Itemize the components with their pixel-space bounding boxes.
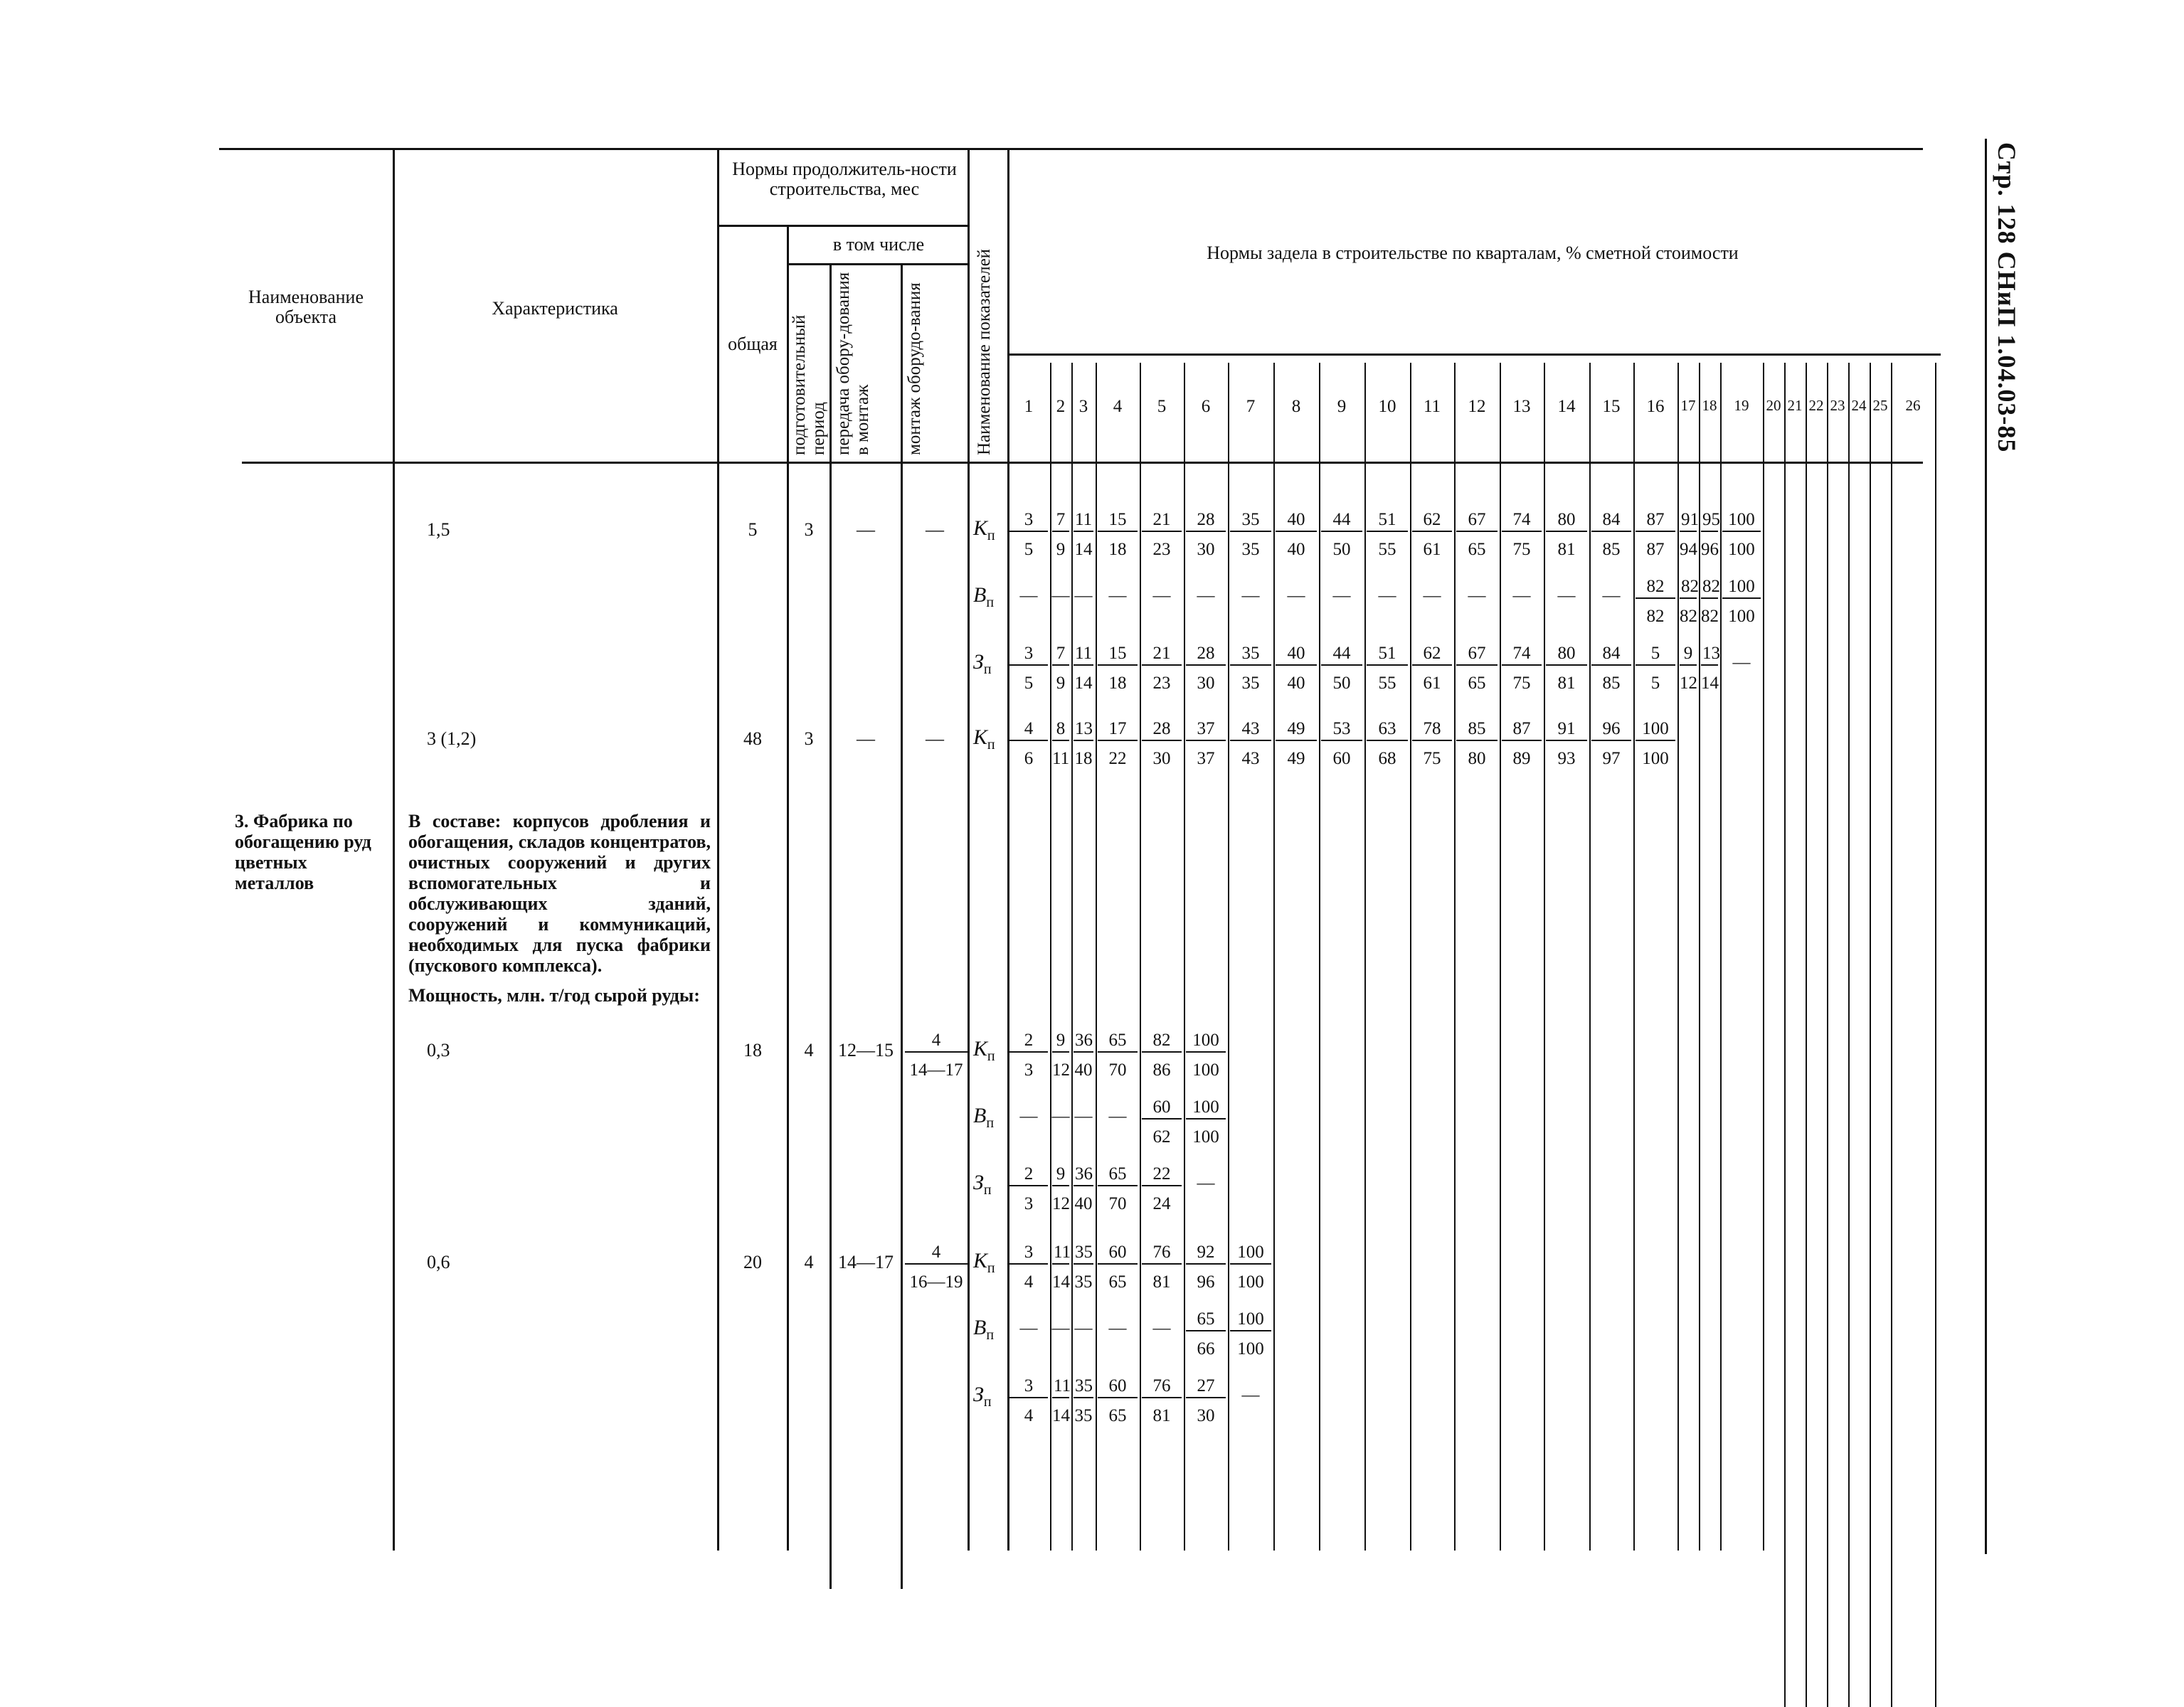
quarter-number: 10 bbox=[1378, 397, 1396, 416]
quarter-col-rule bbox=[1319, 363, 1320, 1551]
quarter-value: $\frac{17}{22}$ bbox=[1098, 718, 1138, 770]
quarter-value: $\frac{67}{65}$ bbox=[1456, 509, 1497, 560]
quarter-number: 3 bbox=[1078, 397, 1088, 416]
object-description: В составе: корпусов дробления и обогащения, складов концентратов, очистных сооружений и других вспомогательных и обслуживающих зданий, сооружений и коммуникаций, необходимых для пуска фабрики (пускового комплекса). bbox=[408, 811, 711, 976]
quarter-col-rule bbox=[1273, 363, 1275, 1551]
quarter-value: — bbox=[1108, 1107, 1127, 1126]
quarter-value: $\frac{84}{85}$ bbox=[1591, 643, 1631, 694]
quarter-value: — bbox=[1197, 1174, 1215, 1193]
quarter-col-rule bbox=[1228, 363, 1229, 1551]
quarter-value: — bbox=[1378, 586, 1396, 605]
quarter-value: $\frac{80}{81}$ bbox=[1546, 643, 1587, 694]
quarter-value: $\frac{35}{35}$ bbox=[1074, 1376, 1093, 1425]
quarter-value: $\frac{62}{61}$ bbox=[1412, 509, 1452, 560]
install-duration: — bbox=[926, 728, 944, 749]
quarter-value: $\frac{95}{96}$ bbox=[1701, 510, 1720, 559]
quarter-value: $\frac{100}{100}$ bbox=[1186, 1097, 1226, 1148]
header-equipment-transfer: передача обору-дования в монтаж bbox=[834, 272, 872, 455]
indicator-symbol: $З_п$ bbox=[973, 1383, 992, 1410]
quarter-value: $\frac{82}{82}$ bbox=[1701, 577, 1720, 626]
quarter-number: 7 bbox=[1246, 397, 1256, 416]
quarter-value: $\frac{100}{100}$ bbox=[1230, 1309, 1271, 1360]
quarter-col-rule bbox=[1071, 363, 1073, 1551]
indicator-symbol: $З_п$ bbox=[973, 650, 992, 677]
quarter-col-rule bbox=[1544, 363, 1545, 1551]
quarter-value: $\frac{100}{100}$ bbox=[1230, 1242, 1271, 1293]
quarter-number: 6 bbox=[1201, 397, 1211, 416]
quarter-value: $\frac{35}{35}$ bbox=[1230, 509, 1271, 560]
total-duration: 48 bbox=[743, 728, 762, 749]
quarter-col-rule bbox=[1184, 363, 1185, 1551]
header-duration-norms: Нормы продолжитель-ности строительства, мес bbox=[732, 159, 957, 199]
quarter-value: $\frac{76}{81}$ bbox=[1142, 1376, 1182, 1427]
quarter-number: 23 bbox=[1830, 397, 1845, 414]
quarter-value: $\frac{74}{75}$ bbox=[1502, 643, 1542, 694]
quarter-value: $\frac{100}{100}$ bbox=[1722, 576, 1761, 627]
quarter-value: $\frac{15}{18}$ bbox=[1098, 509, 1138, 560]
quarter-value: $\frac{8}{11}$ bbox=[1052, 719, 1070, 768]
quarter-value: $\frac{11}{14}$ bbox=[1074, 644, 1093, 693]
characteristic-value: 1,5 bbox=[427, 519, 450, 540]
indicator-symbol: $К_п$ bbox=[973, 725, 995, 753]
quarter-value: $\frac{80}{81}$ bbox=[1546, 509, 1587, 560]
quarter-value: $\frac{76}{81}$ bbox=[1142, 1242, 1182, 1293]
quarter-value: $\frac{35}{35}$ bbox=[1074, 1243, 1093, 1292]
quarter-value: — bbox=[1019, 1319, 1038, 1338]
quarter-number: 14 bbox=[1557, 397, 1576, 416]
prep-duration: 4 bbox=[804, 1040, 814, 1060]
quarter-value: — bbox=[1051, 1107, 1070, 1126]
quarter-value: $\frac{51}{55}$ bbox=[1367, 643, 1408, 694]
quarter-value: — bbox=[1197, 586, 1215, 605]
quarter-value: $\frac{36}{40}$ bbox=[1074, 1031, 1093, 1080]
capacity-label: Мощность, млн. т/год сырой руды: bbox=[408, 985, 700, 1006]
quarter-value: $\frac{60}{65}$ bbox=[1098, 1376, 1138, 1427]
quarter-value: — bbox=[1732, 653, 1751, 672]
including-rule bbox=[788, 263, 969, 265]
quarter-col-rule bbox=[1454, 363, 1456, 1551]
quarter-value: $\frac{15}{18}$ bbox=[1098, 643, 1138, 694]
quarter-value: $\frac{85}{80}$ bbox=[1456, 718, 1497, 770]
quarter-number: 24 bbox=[1851, 397, 1867, 414]
quarter-value: — bbox=[1332, 586, 1351, 605]
total-duration: 18 bbox=[743, 1040, 762, 1060]
quarter-value: $\frac{87}{87}$ bbox=[1636, 509, 1675, 560]
quarter-value: $\frac{84}{85}$ bbox=[1591, 509, 1631, 560]
quarter-col-rule bbox=[1720, 363, 1722, 1551]
quarter-number: 18 bbox=[1702, 397, 1717, 414]
col-sep-prep bbox=[787, 225, 789, 1551]
indicator-symbol: $В_п$ bbox=[973, 583, 995, 610]
quarter-value: $\frac{35}{35}$ bbox=[1230, 643, 1271, 694]
quarter-value: $\frac{91}{94}$ bbox=[1680, 510, 1699, 559]
quarter-value: $\frac{91}{93}$ bbox=[1546, 718, 1587, 770]
quarter-value: $\frac{4}{6}$ bbox=[1009, 718, 1048, 770]
header-total: общая bbox=[728, 334, 778, 354]
quarter-value: $\frac{78}{75}$ bbox=[1412, 718, 1452, 770]
quarter-number: 1 bbox=[1024, 397, 1034, 416]
quarter-value: $\frac{11}{14}$ bbox=[1074, 510, 1093, 559]
header-prep-period: подготовительный период bbox=[790, 314, 828, 455]
top-rule bbox=[219, 148, 1923, 150]
quarter-value: $\frac{27}{30}$ bbox=[1186, 1376, 1226, 1427]
quarter-value: — bbox=[1074, 586, 1093, 605]
quarter-number: 25 bbox=[1872, 397, 1888, 414]
quarter-col-rule bbox=[1848, 363, 1850, 1707]
quarter-col-rule bbox=[1891, 363, 1892, 1707]
quarter-number: 11 bbox=[1423, 397, 1441, 416]
quarter-col-rule bbox=[1935, 363, 1936, 1707]
header-indicator-name: Наименование показателей bbox=[975, 248, 994, 455]
quarter-value: $\frac{3}{4}$ bbox=[1009, 1376, 1048, 1427]
quarter-value: $\frac{7}{9}$ bbox=[1052, 509, 1069, 560]
quarter-value: $\frac{51}{55}$ bbox=[1367, 509, 1408, 560]
quarter-value: $\frac{100}{100}$ bbox=[1186, 1030, 1226, 1081]
quarter-value: $\frac{60}{65}$ bbox=[1098, 1242, 1138, 1293]
quarter-value: — bbox=[1152, 1319, 1171, 1338]
install-duration: $\frac{4}{14—17}$ bbox=[905, 1030, 968, 1081]
quarter-value: $\frac{37}{37}$ bbox=[1186, 718, 1226, 770]
quarter-value: $\frac{3}{5}$ bbox=[1009, 509, 1048, 560]
total-duration: 5 bbox=[748, 519, 758, 540]
quarter-header-rule bbox=[1009, 353, 1941, 356]
quarter-col-rule bbox=[1784, 363, 1786, 1707]
quarter-value: — bbox=[1108, 1319, 1127, 1338]
quarter-number: 17 bbox=[1680, 397, 1696, 414]
quarter-value: $\frac{82}{86}$ bbox=[1142, 1030, 1182, 1081]
quarter-number: 22 bbox=[1808, 397, 1824, 414]
quarter-value: — bbox=[1074, 1107, 1093, 1126]
quarter-value: — bbox=[1468, 586, 1486, 605]
quarter-value: $\frac{21}{23}$ bbox=[1142, 509, 1182, 560]
quarter-value: $\frac{67}{65}$ bbox=[1456, 643, 1497, 694]
prep-duration: 3 bbox=[804, 728, 814, 749]
indicator-symbol: $В_п$ bbox=[973, 1104, 995, 1131]
quarter-value: $\frac{7}{9}$ bbox=[1052, 643, 1069, 694]
quarter-value: — bbox=[1423, 586, 1441, 605]
col-sep-total bbox=[717, 148, 719, 1551]
quarter-value: $\frac{9}{12}$ bbox=[1052, 1164, 1070, 1213]
quarter-number: 5 bbox=[1157, 397, 1167, 416]
header-equipment-install: монтаж оборудо-вания bbox=[905, 282, 924, 455]
quarter-value: — bbox=[1557, 586, 1576, 605]
col-sep-transfer bbox=[829, 263, 832, 1589]
indicator-symbol: $В_п$ bbox=[973, 1316, 995, 1343]
quarter-value: $\frac{44}{50}$ bbox=[1321, 509, 1362, 560]
quarter-col-rule bbox=[1500, 363, 1501, 1551]
quarter-value: $\frac{82}{82}$ bbox=[1636, 576, 1675, 627]
quarter-number: 4 bbox=[1113, 397, 1123, 416]
col-sep-characteristic bbox=[393, 148, 395, 1551]
quarter-number: 19 bbox=[1734, 397, 1749, 414]
quarter-value: $\frac{44}{50}$ bbox=[1321, 643, 1362, 694]
col-sep-quarters bbox=[1007, 148, 1009, 1551]
total-duration: 20 bbox=[743, 1252, 762, 1272]
prep-duration: 3 bbox=[804, 519, 814, 540]
quarter-value: $\frac{65}{70}$ bbox=[1098, 1030, 1138, 1081]
quarter-col-rule bbox=[1050, 363, 1051, 1551]
quarter-value: $\frac{13}{18}$ bbox=[1074, 719, 1093, 768]
side-rule bbox=[1985, 139, 1987, 1554]
quarter-value: $\frac{11}{14}$ bbox=[1052, 1376, 1071, 1425]
quarter-number: 8 bbox=[1291, 397, 1301, 416]
characteristic-value: 3 (1,2) bbox=[427, 728, 477, 749]
quarter-value: $\frac{9}{12}$ bbox=[1052, 1031, 1070, 1080]
quarter-value: $\frac{5}{5}$ bbox=[1636, 643, 1675, 694]
quarter-value: $\frac{63}{68}$ bbox=[1367, 718, 1408, 770]
quarter-value: $\frac{36}{40}$ bbox=[1074, 1164, 1093, 1213]
quarter-value: $\frac{2}{3}$ bbox=[1009, 1030, 1048, 1081]
indicator-symbol: $З_п$ bbox=[973, 1171, 992, 1198]
transfer-duration: — bbox=[857, 519, 875, 540]
header-bottom-rule bbox=[242, 462, 1923, 464]
quarter-value: $\frac{100}{100}$ bbox=[1722, 509, 1761, 560]
quarter-col-rule bbox=[1870, 363, 1871, 1707]
quarter-value: $\frac{3}{4}$ bbox=[1009, 1242, 1048, 1293]
quarter-value: $\frac{13}{14}$ bbox=[1701, 644, 1720, 693]
quarter-col-rule bbox=[1410, 363, 1411, 1551]
quarter-value: — bbox=[1074, 1319, 1093, 1338]
quarter-value: — bbox=[1602, 586, 1621, 605]
quarter-number: 13 bbox=[1512, 397, 1531, 416]
quarter-value: $\frac{22}{24}$ bbox=[1142, 1164, 1182, 1215]
quarter-value: $\frac{100}{100}$ bbox=[1636, 718, 1675, 770]
quarter-value: $\frac{21}{23}$ bbox=[1142, 643, 1182, 694]
quarter-value: $\frac{3}{5}$ bbox=[1009, 643, 1048, 694]
quarter-col-rule bbox=[1677, 363, 1679, 1551]
quarter-value: $\frac{53}{60}$ bbox=[1321, 718, 1362, 770]
quarter-value: $\frac{11}{14}$ bbox=[1052, 1243, 1071, 1292]
quarter-value: $\frac{40}{40}$ bbox=[1276, 643, 1317, 694]
indicator-symbol: $К_п$ bbox=[973, 1037, 995, 1064]
quarter-value: $\frac{92}{96}$ bbox=[1186, 1242, 1226, 1293]
quarter-number: 2 bbox=[1056, 397, 1066, 416]
quarter-number: 9 bbox=[1337, 397, 1347, 416]
quarter-col-rule bbox=[1140, 363, 1141, 1551]
quarter-number: 21 bbox=[1787, 397, 1803, 414]
quarter-value: — bbox=[1287, 586, 1305, 605]
quarter-number: 16 bbox=[1646, 397, 1665, 416]
transfer-duration: 12—15 bbox=[838, 1040, 894, 1060]
quarter-value: $\frac{65}{66}$ bbox=[1186, 1309, 1226, 1360]
quarter-col-rule bbox=[1806, 363, 1807, 1707]
transfer-duration: 14—17 bbox=[838, 1252, 894, 1272]
install-duration: — bbox=[926, 519, 944, 540]
quarter-value: $\frac{96}{97}$ bbox=[1591, 718, 1631, 770]
header-backlog-norms: Нормы задела в строительстве по кварталам, % сметной стоимости bbox=[1207, 243, 1739, 263]
quarter-col-rule bbox=[1763, 363, 1764, 1551]
quarter-value: — bbox=[1019, 586, 1038, 605]
quarter-number: 26 bbox=[1905, 397, 1921, 414]
quarter-value: — bbox=[1019, 1107, 1038, 1126]
duration-header-rule bbox=[719, 225, 969, 227]
characteristic-value: 0,6 bbox=[427, 1252, 450, 1272]
quarter-value: $\frac{87}{89}$ bbox=[1502, 718, 1542, 770]
quarter-col-rule bbox=[1633, 363, 1635, 1551]
quarter-value: — bbox=[1051, 1319, 1070, 1338]
quarter-value: — bbox=[1512, 586, 1531, 605]
quarter-value: $\frac{74}{75}$ bbox=[1502, 509, 1542, 560]
quarter-value: $\frac{28}{30}$ bbox=[1186, 509, 1226, 560]
object-name: 3. Фабрика по обогащению руд цветных металлов bbox=[235, 811, 371, 893]
quarter-value: $\frac{82}{82}$ bbox=[1680, 577, 1699, 626]
page-side-title: Стр. 128 СНиП 1.04.03-85 bbox=[1993, 142, 2021, 453]
quarter-value: $\frac{65}{70}$ bbox=[1098, 1164, 1138, 1215]
quarter-value: — bbox=[1051, 586, 1070, 605]
quarter-col-rule bbox=[1364, 363, 1366, 1551]
install-duration: $\frac{4}{16—19}$ bbox=[905, 1242, 968, 1293]
indicator-symbol: $К_п$ bbox=[973, 516, 995, 543]
quarter-value: $\frac{49}{49}$ bbox=[1276, 718, 1317, 770]
quarter-number: 15 bbox=[1602, 397, 1621, 416]
quarter-value: $\frac{60}{62}$ bbox=[1142, 1097, 1182, 1148]
quarter-value: $\frac{28}{30}$ bbox=[1142, 718, 1182, 770]
indicator-symbol: $К_п$ bbox=[973, 1249, 995, 1276]
quarter-value: — bbox=[1108, 586, 1127, 605]
quarter-number: 20 bbox=[1766, 397, 1781, 414]
col-sep-install bbox=[901, 263, 903, 1589]
quarter-value: — bbox=[1241, 1386, 1260, 1405]
quarter-col-rule bbox=[1827, 363, 1828, 1707]
quarter-col-rule bbox=[1699, 363, 1700, 1551]
quarter-col-rule bbox=[1096, 363, 1097, 1551]
transfer-duration: — bbox=[857, 728, 875, 749]
quarter-col-rule bbox=[1589, 363, 1591, 1551]
quarter-value: $\frac{28}{30}$ bbox=[1186, 643, 1226, 694]
quarter-value: $\frac{9}{12}$ bbox=[1680, 644, 1697, 693]
header-including: в том числе bbox=[832, 234, 925, 255]
header-object-name: Наименование объекта bbox=[248, 287, 364, 327]
quarter-number: 12 bbox=[1468, 397, 1486, 416]
quarter-value: $\frac{62}{61}$ bbox=[1412, 643, 1452, 694]
header-characteristic: Характеристика bbox=[492, 298, 618, 319]
prep-duration: 4 bbox=[804, 1252, 814, 1272]
quarter-value: $\frac{40}{40}$ bbox=[1276, 509, 1317, 560]
quarter-value: $\frac{2}{3}$ bbox=[1009, 1164, 1048, 1215]
quarter-value: — bbox=[1152, 586, 1171, 605]
col-sep-indicator bbox=[968, 148, 970, 1551]
characteristic-value: 0,3 bbox=[427, 1040, 450, 1060]
quarter-value: $\frac{43}{43}$ bbox=[1230, 718, 1271, 770]
quarter-value: — bbox=[1241, 586, 1260, 605]
